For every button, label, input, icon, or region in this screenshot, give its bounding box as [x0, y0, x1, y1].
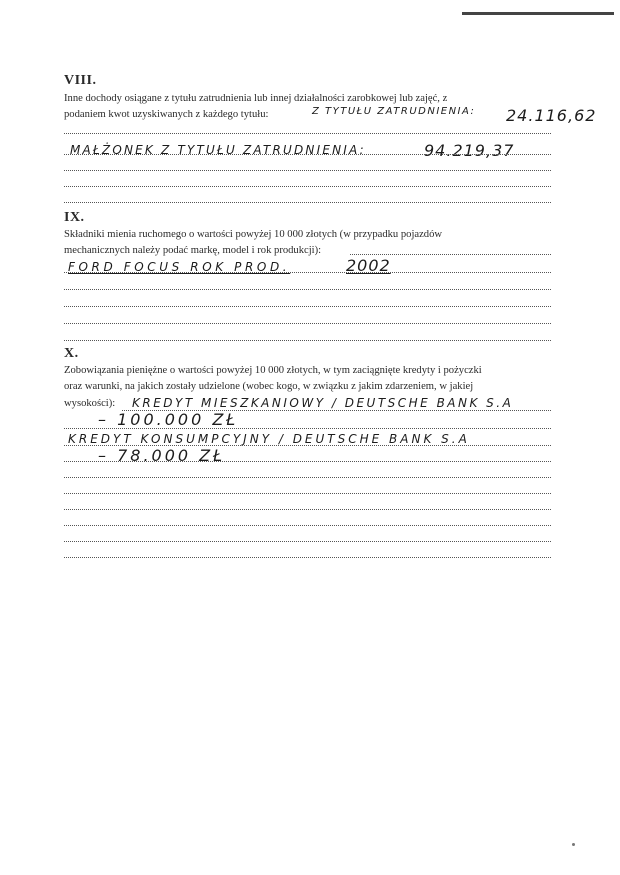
- top-border-line: [462, 12, 614, 15]
- section-x-text-line-2: oraz warunki, na jakich zostały udzielone (wobec kogo, w związku z jakim zdarzeniem, w jakiej: [64, 381, 474, 392]
- section-viii-text-line-2: podaniem kwot uzyskiwanych z każdego tytułu:: [64, 109, 269, 120]
- section-x-dotted-line: [64, 428, 551, 429]
- section-viii-dotted-line: [64, 202, 551, 203]
- section-x-liability-1-amount: – 100.000 ZŁ: [98, 410, 239, 429]
- section-viii-text-line-1: Inne dochody osiągane z tytułu zatrudnienia lub innej działalności zarobkowej lub zajęć, z: [64, 93, 448, 104]
- section-ix-production-year: 2002: [346, 256, 391, 275]
- section-ix-dotted-line: [350, 254, 551, 255]
- section-x-text-line-3: wysokości):: [64, 398, 116, 409]
- section-x-liability-2: KREDYT KONSUMPCYJNY / DEUTSCHE BANK S.A: [68, 432, 470, 446]
- section-x-liability-2-amount: – 78.000 ZŁ: [98, 446, 226, 465]
- section-ix-title: IX.: [64, 210, 85, 225]
- section-ix-text-line-2: mechanicznych należy podać markę, model i rok produkcji):: [64, 245, 322, 256]
- section-x-text-line-1: Zobowiązania pieniężne o wartości powyżej 10 000 złotych, w tym zaciągnięte kredyty i pożyczki: [64, 365, 482, 376]
- section-ix-dotted-line: [64, 323, 551, 324]
- section-ix-dotted-line: [64, 340, 551, 341]
- section-viii-dotted-line: [64, 186, 551, 187]
- scan-speck: [572, 843, 575, 846]
- section-x-dotted-line: [64, 557, 551, 558]
- section-ix-dotted-line: [64, 306, 551, 307]
- section-viii-dotted-line: [64, 170, 551, 171]
- section-viii-dotted-line: [64, 133, 551, 134]
- section-x-dotted-line: [64, 525, 551, 526]
- section-x-dotted-line: [64, 493, 551, 494]
- section-viii-income-source: Z TYTUŁU ZATRUDNIENIA:: [312, 106, 476, 117]
- section-ix-text-line-1: Składniki mienia ruchomego o wartości powyżej 10 000 złotych (w przypadku pojazdów: [64, 229, 443, 240]
- section-viii-spouse-income-amount: 94.219,37: [424, 141, 515, 160]
- section-x-dotted-line: [64, 541, 551, 542]
- section-x-dotted-line: [64, 509, 551, 510]
- section-x-title: X.: [64, 346, 79, 361]
- section-x-dotted-line: [64, 477, 551, 478]
- section-ix-dotted-line: [64, 289, 551, 290]
- section-viii-income-amount: 24.116,62: [506, 106, 597, 125]
- section-ix-vehicle: FORD FOCUS ROK PROD.: [68, 260, 291, 274]
- section-x-liability-1: KREDYT MIESZKANIOWY / DEUTSCHE BANK S.A: [132, 396, 514, 410]
- section-viii-title: VIII.: [64, 73, 97, 88]
- section-viii-dotted-line: [64, 154, 551, 155]
- section-x-dotted-line: [64, 461, 551, 462]
- section-viii-spouse-income-source: MAŁŻONEK Z TYTUŁU ZATRUDNIENIA:: [70, 143, 366, 157]
- section-ix-dotted-line: [64, 272, 551, 273]
